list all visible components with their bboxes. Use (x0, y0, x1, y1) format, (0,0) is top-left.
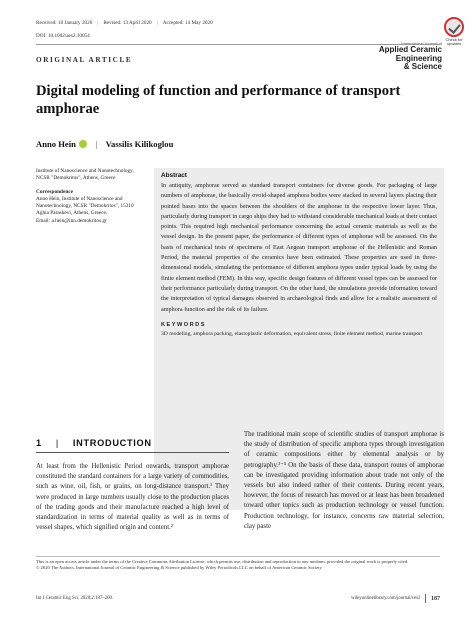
history-dates: Received: 10 January 2020 | Revised: 13 April 2020 | Accepted: 14 May 2020 (36, 20, 213, 26)
author-name[interactable]: Anno Hein (36, 139, 76, 149)
abstract-heading: Abstract (161, 172, 187, 179)
abstract-text: In antiquity, amphorae served as standard transport containers for diverse goods. For packaging of large numbers of amphorae, the basically ovoid-shaped amphora bodies were stacked in several layers placing their pointed bases into the spaces between the shoulders of the amphorae in the respective lower layer. Thus, particularly during transport in cargo ships they had to withstand considerable mechanical loads at their contact points. This required high mechanical performance concerning the actual ceramic materials as well as the vessel design. In the present paper, the performance of different types of amphorae will be assessed. On the basis of mechanical tests of specimens of East Aegean transport amphorae of the Hellenistic and Roman Period, the material properties of the ceramics have been estimated. These properties are used in three-dimensional models, simulating the performance of different amphora types under typical loads by using the finite element method (FEM). In this way, specific design features of different vessel types can be assessed for their performance particularly during transport. On the other hand, the simulations provide information toward the interpretation of typical damages observed in archaeological finds and allow for a realistic assessment of amphora function and the risk of its failure. (161, 182, 437, 313)
author-name[interactable]: Vassilis Kilikoglou (105, 139, 174, 149)
author-list: Anno Hein | Vassilis Kilikoglou (36, 139, 174, 149)
journal-name: Applied Ceramic Engineering (378, 45, 442, 63)
license-footnote (36, 559, 440, 572)
affiliation-column (36, 168, 141, 225)
footnote-divider (36, 556, 440, 557)
body-paragraph-right: The traditional main scope of scientific studies of transport amphorae is the study of distribution of specific amphora types through investigation of ceramic compositions either by elemental analysis or by petrography.³⁻⁵ On the basis of these data, transport routes of amphorae can be investigated providing information about trade not only of the vessels but also indeed rather of their contents. During recent years, however, the focus of research has moved or at least has been broadened toward other topics such as production technology or vessel function. Production technology, for instance, concerns raw material selection, clay paste (244, 431, 444, 530)
journal-url[interactable]: wileyonlinelibrary.com/journal/ces2 (351, 596, 421, 601)
accepted-date: Accepted: 14 May 2020 (162, 20, 213, 26)
body-paragraph-left: At least from the Hellenistic Period onwards, transport amphorae constituted the standard containers for a large variety of commodities, such as wine, oil, fish, or grains, on long-distance transport.¹ They were produced in large numbers usually close to the production places of the trading goods and their manufacture reached a high level of standardization in terms of material quality as well as in terms of vessel shapes, which signified origin and content.² (36, 463, 229, 532)
keywords-heading: KEYWORDS (161, 321, 206, 328)
copyright-text: © 2020 The Authors. International Journal of Ceramic Engineering & Science published by Wiley Periodicals LLC on behalf of American Ceramic Society (36, 565, 322, 571)
license-text: This is an open access article under the terms of the Creative Commons Attribution License, which permits use, distribution and reproduction in any medium, provided the original work is properly cited. (36, 559, 409, 564)
doi-link[interactable]: DOI: 10.1002/aes2.10054 (36, 33, 90, 39)
correspondence-email[interactable]: Email: a.hein@inn.demokritos.gr (36, 217, 107, 224)
journal-logo: International Journal of Applied Ceramic Engineering & Science (356, 41, 442, 72)
footer-divider (425, 594, 426, 603)
affiliation: Institute of Nanoscience and Nanotechnology, NCSR "Demokritos", Athens, Greece (36, 168, 134, 182)
received-date: Received: 10 January 2020 (36, 20, 93, 26)
header-divider (36, 44, 440, 45)
page-footer (36, 594, 440, 603)
orcid-icon[interactable] (79, 140, 87, 148)
keywords-list: 3D modeling, amphora packing, elastoplastic deformation, equivalent stress, finite element method, marine transport (161, 330, 423, 337)
page-number: 187 (431, 595, 440, 602)
check-updates-icon (444, 17, 464, 37)
section-heading: 1 | INTRODUCTION (36, 438, 152, 448)
section-divider (36, 452, 229, 453)
article-title: Digital modeling of function and performance of transport amphorae (36, 83, 401, 117)
correspondence-address: Anno Hein, Institute of Nanoscience and Nanotechnology, NCSR "Demokritos", 15310 Aghia Paraskevi, Athens, Greece. (36, 195, 134, 217)
check-for-updates-badge[interactable]: Check for updates (440, 17, 468, 47)
citation-line: Int J Ceramic Eng Sci. 2020;2:187–200. (36, 596, 114, 601)
revised-date: Revised: 13 April 2020 (103, 20, 152, 26)
article-type: ORIGINAL ARTICLE (36, 56, 133, 64)
correspondence-heading: Correspondence (36, 188, 73, 195)
